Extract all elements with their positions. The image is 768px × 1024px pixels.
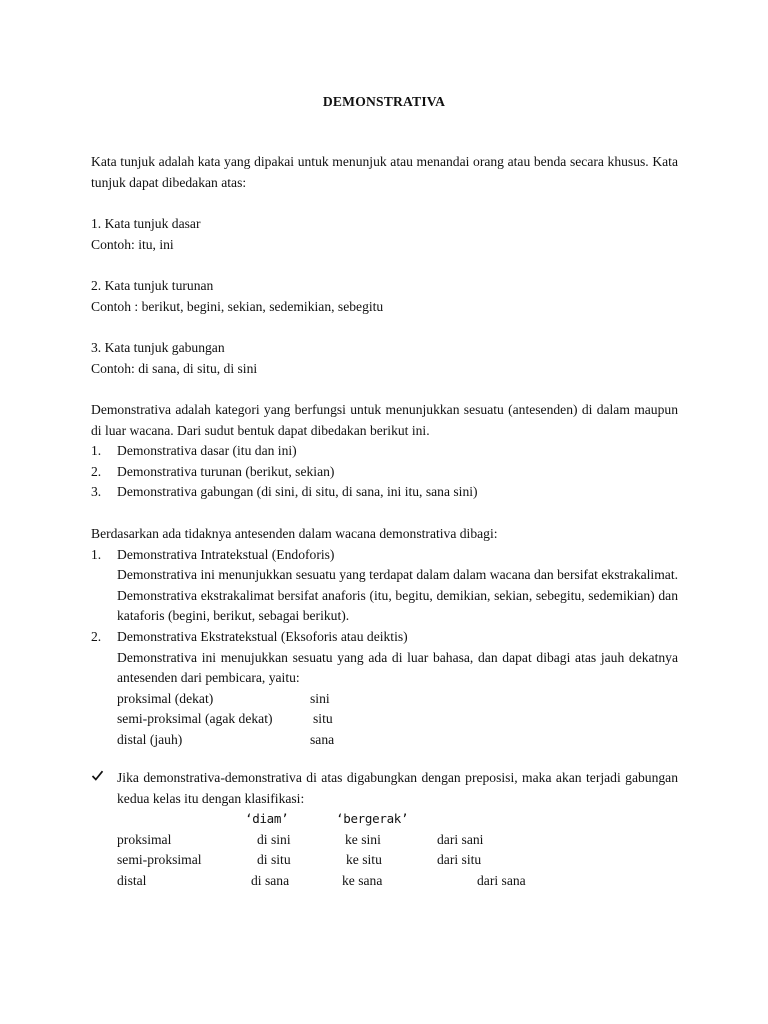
cell-dari: dari situ [437, 852, 482, 868]
cell-diam: di situ [257, 852, 291, 868]
check-list-item [91, 768, 678, 892]
distance-row [117, 709, 678, 730]
type-item-1 [91, 214, 678, 255]
cell-ke: ke sini [345, 831, 381, 847]
type-example: Contoh : berikut, begini, sekian, sedemikian, sebegitu [91, 298, 384, 314]
list-text: Demonstrativa turunan (berikut, sekian) [117, 463, 335, 479]
distance-label: proksimal (dekat) [117, 690, 214, 706]
cell-ke: ke sana [342, 872, 383, 888]
list-heading: Demonstrativa Intratekstual (Endoforis) [117, 546, 335, 562]
list-item [91, 441, 678, 462]
intro-paragraph: Kata tunjuk adalah kata yang dipakai untuk menunjuk atau menandai orang atau benda secara khusus. Kata tunjuk dapat dibedakan atas: [91, 154, 678, 190]
row-label: proksimal [117, 831, 172, 847]
list-text: Demonstrativa dasar (itu dan ini) [117, 443, 297, 459]
cell-diam: di sini [257, 831, 291, 847]
type-item-3 [91, 338, 678, 379]
table-row [117, 850, 678, 871]
list-body: Demonstrativa ini menujukkan sesuatu yang ada di luar bahasa, dan dapat dibagi atas jauh dekatnya antesenden dari pembicara, yaitu: [117, 649, 678, 686]
list-number: 2. [91, 463, 102, 479]
combination-text: Jika demonstrativa-demonstrativa di atas digabungkan dengan preposisi, maka akan terjadi gabungan kedua kelas itu dengan klasifikasi: [117, 770, 678, 806]
check-icon [91, 768, 104, 789]
distance-value: sini [310, 690, 330, 706]
list-item [91, 482, 678, 503]
list-number: 2. [91, 628, 102, 644]
distance-label: semi-proksimal (agak dekat) [117, 711, 273, 727]
list-text: Demonstrativa gabungan (di sini, di situ, di sana, ini itu, sana sini) [117, 484, 478, 500]
type-heading: 1. Kata tunjuk dasar [91, 216, 201, 231]
type-item-2 [91, 276, 678, 317]
type-example: Contoh: itu, ini [91, 236, 174, 252]
distance-value: sana [310, 731, 335, 747]
type-heading: 3. Kata tunjuk gabungan [91, 340, 225, 355]
table-row [117, 871, 678, 892]
antecedent-intro: Berdasarkan ada tidaknya antesenden dalam wacana demonstrativa dibagi: [91, 526, 498, 541]
list-item [91, 545, 678, 627]
distance-value: situ [313, 711, 333, 727]
list-item [91, 627, 678, 751]
cell-dari: dari sana [477, 872, 526, 888]
list-number: 1. [91, 443, 102, 459]
table-header [117, 809, 678, 830]
list-number: 3. [91, 484, 102, 500]
row-label: semi-proksimal [117, 852, 202, 868]
list-number: 1. [91, 546, 102, 562]
row-label: distal [117, 872, 147, 888]
list-heading: Demonstrativa Ekstratekstual (Eksoforis atau deiktis) [117, 628, 408, 644]
cell-ke: ke situ [346, 852, 382, 868]
definition-paragraph: Demonstrativa adalah kategori yang berfungsi untuk menunjukkan sesuatu (antesenden) di dalam maupun di luar wacana. Dari sudut bentuk dapat dibedakan berikut ini. [91, 402, 678, 438]
list-item [91, 462, 678, 483]
cell-dari: dari sani [437, 831, 484, 847]
antecedent-section [91, 524, 678, 751]
distance-row [117, 730, 678, 751]
type-example: Contoh: di sana, di situ, di sini [91, 360, 258, 376]
column-header-bergerak: ‘bergerak’ [336, 811, 409, 827]
page-title: DEMONSTRATIVA [322, 94, 446, 109]
combination-section [91, 768, 678, 892]
cell-diam: di sana [251, 872, 290, 888]
table-row [117, 830, 678, 851]
form-section [91, 400, 678, 503]
column-header-diam: ‘diam’ [245, 811, 289, 827]
type-heading: 2. Kata tunjuk turunan [91, 278, 214, 293]
distance-label: distal (jauh) [117, 731, 183, 747]
list-body: Demonstrativa ini menunjukkan sesuatu yang terdapat dalam dalam wacana dan bersifat ekstrakalimat. Demonstrativa ekstrakalimat bersifat anaforis (itu, begitu, demikian, sekian, sebegitu, sedemikian) dan kataforis (begini, berikut, sebagai berikut). [117, 567, 678, 624]
distance-row [117, 689, 678, 710]
